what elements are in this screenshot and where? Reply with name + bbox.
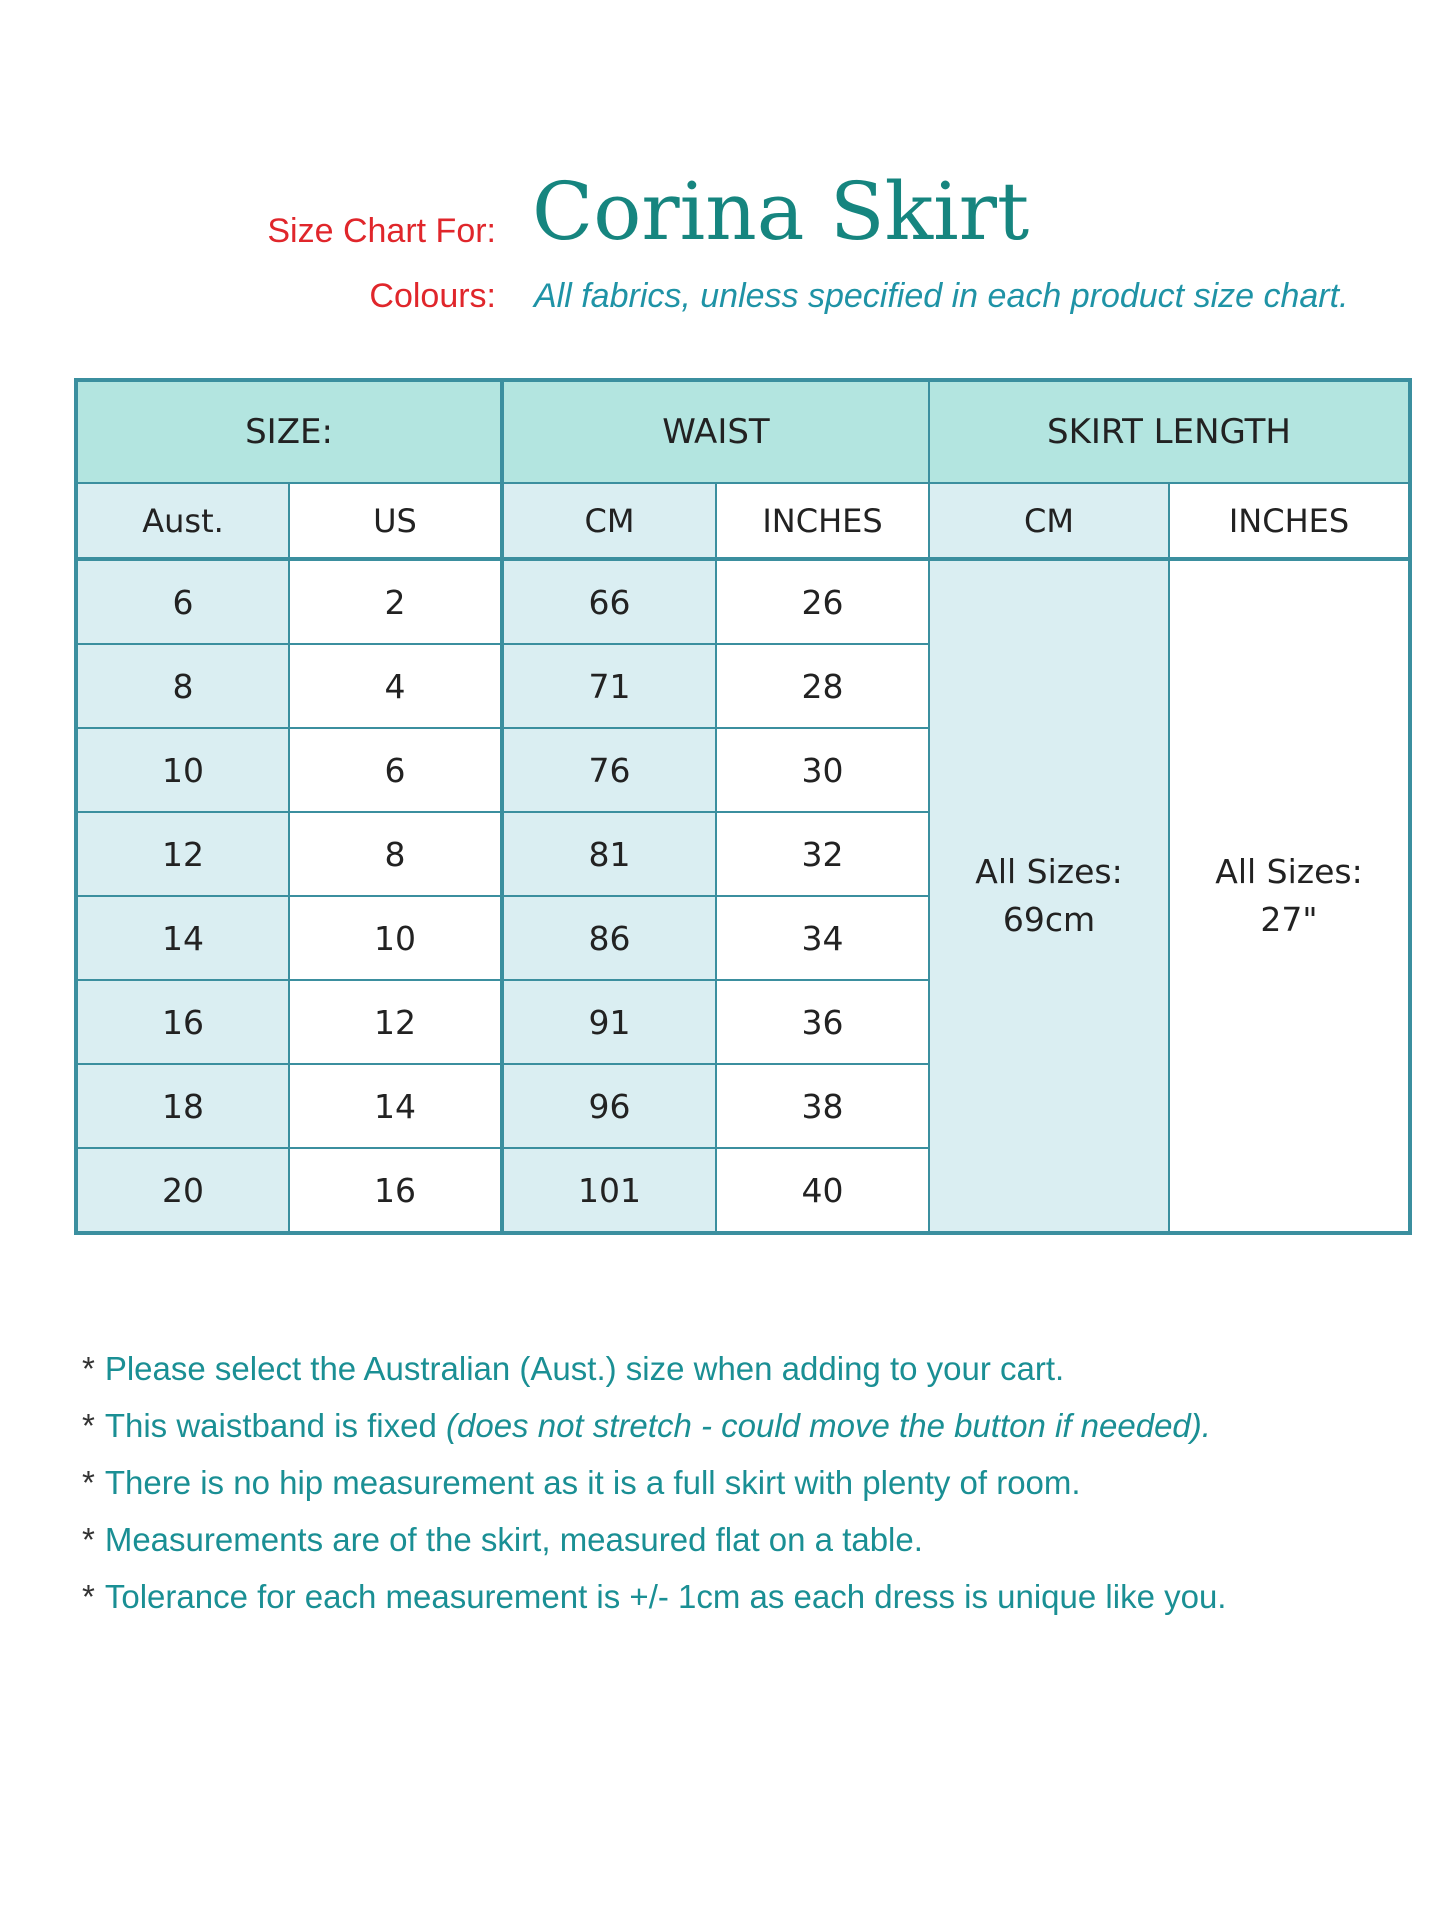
waist-group-header: WAIST <box>502 380 929 483</box>
bullet-star: * <box>82 1350 95 1387</box>
product-title: Corina Skirt <box>532 165 1030 258</box>
col-header-waist-cm: CM <box>502 483 716 559</box>
note-text: Tolerance for each measurement is +/- 1cm as each dress is unique like you. <box>104 1578 1227 1615</box>
cell-aust: 14 <box>76 896 289 980</box>
cell-us: 2 <box>289 559 502 644</box>
skirt-length-group-header: SKIRT LENGTH <box>929 380 1410 483</box>
note-item <box>82 1397 1382 1454</box>
bullet-star: * <box>82 1464 95 1501</box>
cell-aust: 10 <box>76 728 289 812</box>
cell-waist-cm: 96 <box>502 1064 716 1148</box>
cell-waist-inches: 28 <box>716 644 929 728</box>
col-header-us: US <box>289 483 502 559</box>
skirt-length-inches-line1: All Sizes: <box>1215 852 1363 891</box>
table-row <box>76 559 1410 644</box>
cell-waist-cm: 101 <box>502 1148 716 1233</box>
cell-waist-inches: 30 <box>716 728 929 812</box>
cell-us: 10 <box>289 896 502 980</box>
cell-waist-cm: 91 <box>502 980 716 1064</box>
bullet-star: * <box>82 1521 95 1558</box>
colours-value: All fabrics, unless specified in each product size chart. <box>534 277 1349 315</box>
note-item <box>82 1568 1382 1625</box>
note-text: This waistband is fixed <box>104 1407 446 1444</box>
cell-aust: 16 <box>76 980 289 1064</box>
cell-waist-inches: 38 <box>716 1064 929 1148</box>
col-header-aust: Aust. <box>76 483 289 559</box>
col-header-length-inches: INCHES <box>1169 483 1410 559</box>
cell-waist-inches: 36 <box>716 980 929 1064</box>
note-italic-text: (does not stretch - could move the button if needed). <box>446 1407 1211 1444</box>
cell-waist-inches: 26 <box>716 559 929 644</box>
cell-us: 12 <box>289 980 502 1064</box>
table-group-header-row <box>76 380 1410 483</box>
cell-waist-cm: 66 <box>502 559 716 644</box>
col-header-length-cm: CM <box>929 483 1169 559</box>
skirt-length-cm-line2: 69cm <box>1002 900 1096 939</box>
cell-waist-cm: 71 <box>502 644 716 728</box>
note-text: There is no hip measurement as it is a full skirt with plenty of room. <box>104 1464 1081 1501</box>
cell-us: 16 <box>289 1148 502 1233</box>
skirt-length-inches-line2: 27" <box>1260 900 1318 939</box>
cell-aust: 12 <box>76 812 289 896</box>
cell-us: 4 <box>289 644 502 728</box>
skirt-length-cm-cell <box>929 559 1169 1233</box>
cell-waist-inches: 34 <box>716 896 929 980</box>
colours-label: Colours: <box>369 277 496 315</box>
note-item <box>82 1340 1382 1397</box>
cell-waist-cm: 76 <box>502 728 716 812</box>
size-chart-table <box>74 378 1412 1235</box>
cell-aust: 20 <box>76 1148 289 1233</box>
skirt-length-inches-cell <box>1169 559 1410 1233</box>
note-item <box>82 1511 1382 1568</box>
cell-us: 6 <box>289 728 502 812</box>
cell-aust: 6 <box>76 559 289 644</box>
col-header-waist-inches: INCHES <box>716 483 929 559</box>
cell-aust: 8 <box>76 644 289 728</box>
cell-waist-inches: 40 <box>716 1148 929 1233</box>
cell-waist-cm: 81 <box>502 812 716 896</box>
notes-list <box>82 1340 1382 1625</box>
cell-aust: 18 <box>76 1064 289 1148</box>
cell-waist-cm: 86 <box>502 896 716 980</box>
size-group-header: SIZE: <box>76 380 502 483</box>
note-text: Measurements are of the skirt, measured flat on a table. <box>104 1521 923 1558</box>
note-text: Please select the Australian (Aust.) size when adding to your cart. <box>104 1350 1065 1387</box>
size-chart-label: Size Chart For: <box>267 212 496 250</box>
bullet-star: * <box>82 1578 95 1615</box>
cell-us: 14 <box>289 1064 502 1148</box>
table-sub-header-row <box>76 483 1410 559</box>
note-item <box>82 1454 1382 1511</box>
cell-waist-inches: 32 <box>716 812 929 896</box>
bullet-star: * <box>82 1407 95 1444</box>
cell-us: 8 <box>289 812 502 896</box>
skirt-length-cm-line1: All Sizes: <box>975 852 1123 891</box>
